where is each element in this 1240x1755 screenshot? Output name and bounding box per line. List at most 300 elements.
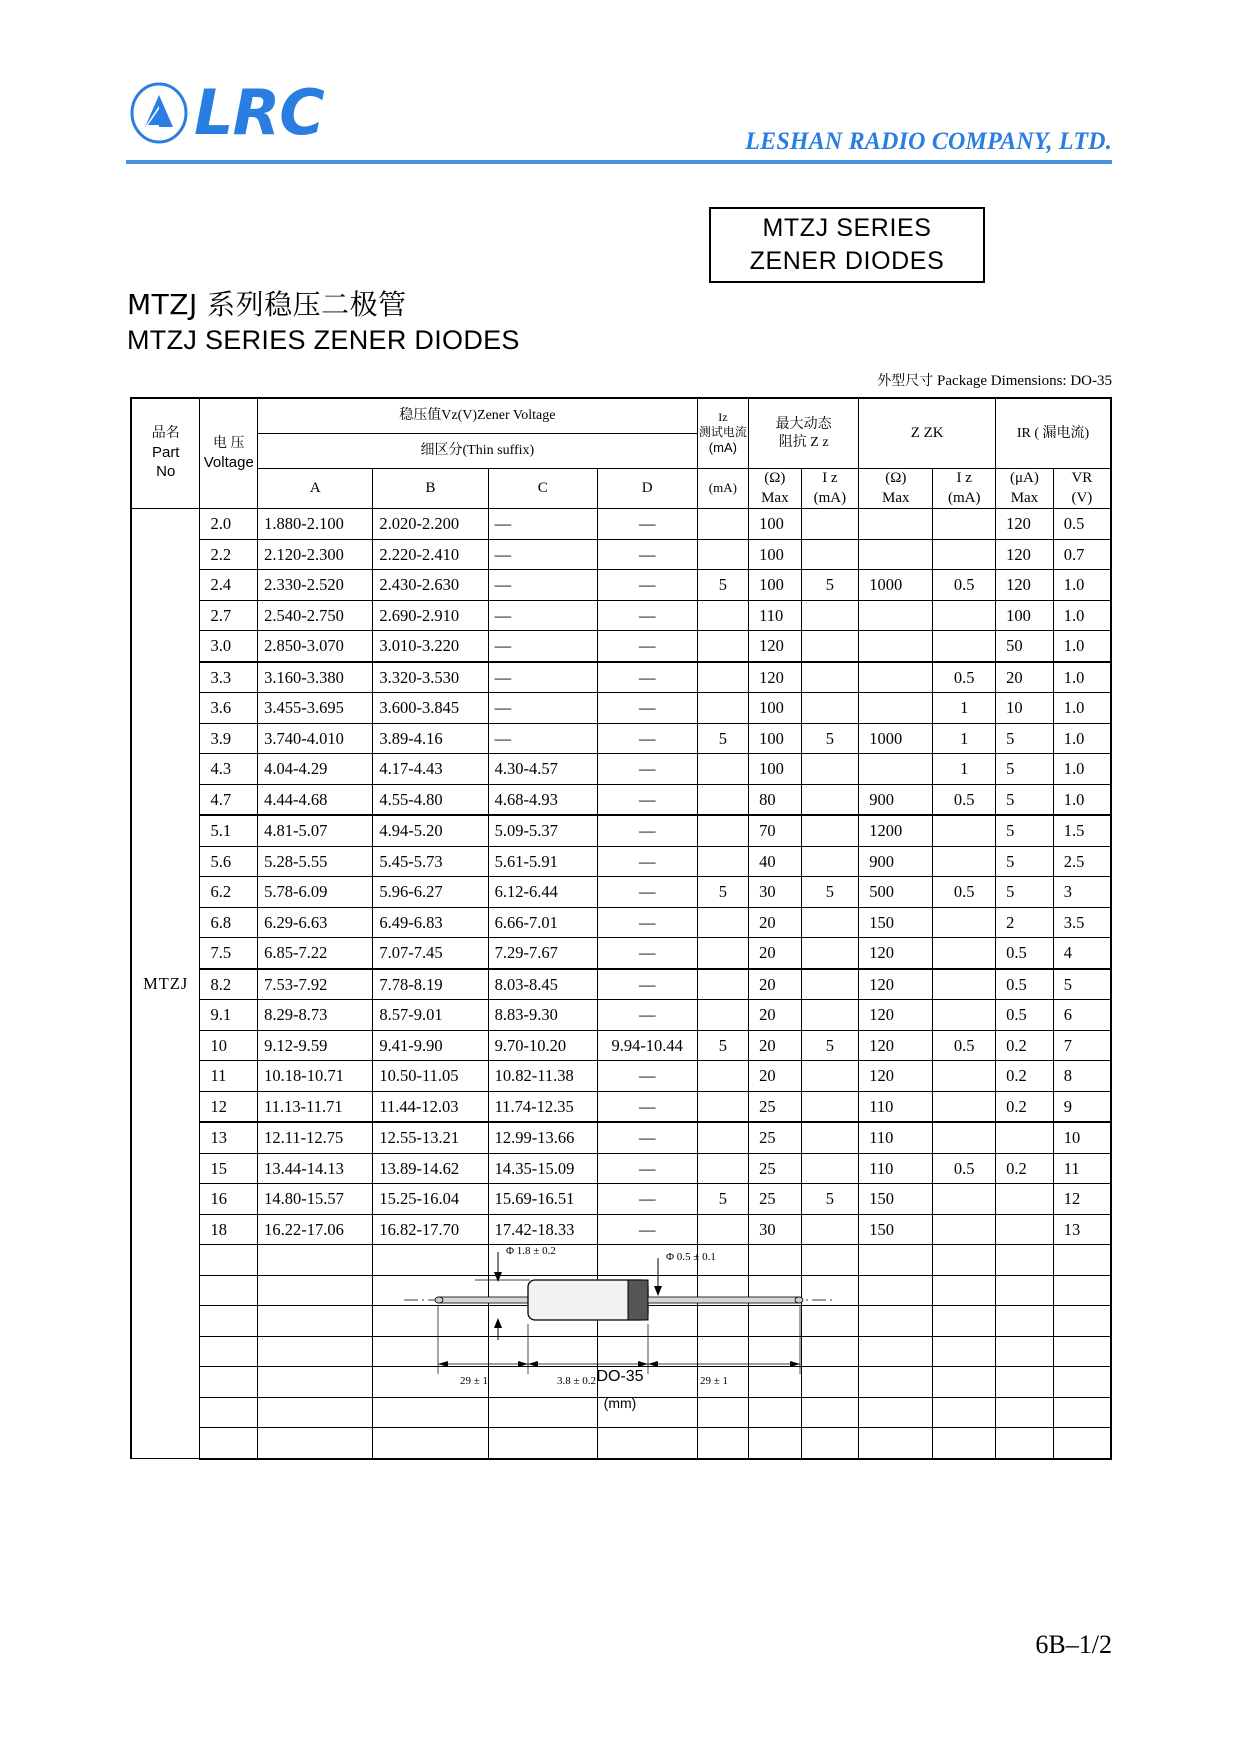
dim-body-dia-text: Φ 1.8 ± 0.2 [506, 1245, 556, 1257]
suffix-d-value: — [597, 1000, 697, 1031]
zz-max-value: 100 [749, 570, 801, 601]
part-no-en1: Part [151, 443, 180, 461]
suffix-b-value: 16.82-17.70 [373, 1214, 488, 1245]
suffix-b-value: 2.430-2.630 [373, 570, 488, 601]
empty-cell [488, 1428, 597, 1459]
suffix-d-value: — [597, 723, 697, 754]
voltage-value: 11 [200, 1061, 258, 1092]
suffix-b-value: 5.45-5.73 [373, 846, 488, 877]
table-row [131, 570, 1111, 601]
suffix-c-value: — [488, 662, 597, 693]
vr-value: 1.0 [1053, 693, 1111, 724]
suffix-b-value: 7.78-8.19 [373, 969, 488, 1000]
vr-value: 6 [1053, 1000, 1111, 1031]
zz-max-value: 40 [749, 846, 801, 877]
empty-cell [933, 1275, 996, 1306]
package-drawing [400, 1228, 840, 1418]
empty-cell [749, 1428, 801, 1459]
zz-iz-value [801, 1000, 859, 1031]
iz-test-value: 5 [697, 570, 748, 601]
vr-label: VR [1071, 470, 1093, 486]
suffix-d-value: — [597, 1153, 697, 1184]
zz-max-value: 70 [749, 815, 801, 846]
voltage-value: 3.0 [200, 631, 258, 662]
ir-ua-label: (μA) [1010, 470, 1039, 486]
empty-cell [996, 1428, 1054, 1459]
zz-iz-value: 5 [801, 877, 859, 908]
suffix-a-value: 3.740-4.010 [258, 723, 373, 754]
suffix-b-value: 10.50-11.05 [373, 1061, 488, 1092]
ir-max-value: 5 [996, 815, 1054, 846]
ir-max-value: 0.5 [996, 969, 1054, 1000]
zzk-max-value: 1000 [859, 570, 933, 601]
suffix-b-value: 6.49-6.83 [373, 907, 488, 938]
suffix-a-value: 6.85-7.22 [258, 938, 373, 969]
suffix-d-value: — [597, 570, 697, 601]
zzk-max-value: 110 [859, 1091, 933, 1122]
zzk-iz-value [933, 907, 996, 938]
suffix-a-value: 2.540-2.750 [258, 600, 373, 631]
voltage-value: 3.9 [200, 723, 258, 754]
suffix-a-value: 14.80-15.57 [258, 1184, 373, 1215]
suffix-b-value: 7.07-7.45 [373, 938, 488, 969]
ir-max-value: 50 [996, 631, 1054, 662]
suffix-b-value: 4.94-5.20 [373, 815, 488, 846]
zz-max-value: 20 [749, 1030, 801, 1061]
suffix-c-value: 6.12-6.44 [488, 877, 597, 908]
table-row [131, 1000, 1111, 1031]
voltage-value: 4.3 [200, 754, 258, 785]
vr-value: 1.0 [1053, 631, 1111, 662]
zz-max-value: 80 [749, 784, 801, 815]
ir-max-value: 100 [996, 600, 1054, 631]
suffix-b-value: 2.690-2.910 [373, 600, 488, 631]
iz-test-value [697, 938, 748, 969]
ir-max-value: 5 [996, 754, 1054, 785]
zzk-max-value: 120 [859, 938, 933, 969]
ir-max-value: 5 [996, 846, 1054, 877]
empty-cell [859, 1306, 933, 1337]
vr-value: 7 [1053, 1030, 1111, 1061]
zzk-max-value: 120 [859, 1061, 933, 1092]
zz-max-value: 100 [749, 754, 801, 785]
zz-max-value: 100 [749, 509, 801, 540]
suffix-d-value: — [597, 754, 697, 785]
vr-value: 1.0 [1053, 570, 1111, 601]
suffix-a-value: 9.12-9.59 [258, 1030, 373, 1061]
suffix-b-value: 3.600-3.845 [373, 693, 488, 724]
zz-max-value: 25 [749, 1091, 801, 1122]
suffix-c-value: — [488, 570, 597, 601]
zz-max-value: 110 [749, 600, 801, 631]
suffix-a-value: 5.78-6.09 [258, 877, 373, 908]
page-number: 6B–1/2 [1035, 1630, 1112, 1659]
zzk-max-value: 900 [859, 784, 933, 815]
suffix-d-value: — [597, 877, 697, 908]
zzk-max-value [859, 662, 933, 693]
empty-cell [258, 1336, 373, 1367]
iz-test-value [697, 815, 748, 846]
empty-cell [859, 1275, 933, 1306]
ir-max-value: 0.2 [996, 1061, 1054, 1092]
ir-max-value [996, 1214, 1054, 1245]
zz-cn: 最大动态 [775, 417, 832, 432]
empty-cell [933, 1428, 996, 1459]
zzk-iz-value [933, 1214, 996, 1245]
zzk-max-value [859, 631, 933, 662]
vr-value: 1.0 [1053, 662, 1111, 693]
company-name: LESHAN RADIO COMPANY, LTD. [745, 128, 1112, 155]
voltage-value: 6.8 [200, 907, 258, 938]
zz-max-value: 20 [749, 938, 801, 969]
zzk-iz-value [933, 539, 996, 570]
header-col-b: B [373, 469, 488, 509]
zz-iz-value [801, 815, 859, 846]
header-zener-voltage: 稳压值Vz(V)Zener Voltage [258, 398, 698, 434]
zzk-iz-value: 0.5 [933, 662, 996, 693]
vr-value: 1.0 [1053, 600, 1111, 631]
voltage-value: 2.0 [200, 509, 258, 540]
voltage-value: 8.2 [200, 969, 258, 1000]
voltage-value: 12 [200, 1091, 258, 1122]
header-zzk [859, 398, 996, 469]
empty-cell [1053, 1245, 1111, 1276]
empty-cell [697, 1428, 748, 1459]
zzk-max-value: 150 [859, 1214, 933, 1245]
part-no-value: MTZJ [131, 509, 200, 1459]
empty-cell [859, 1428, 933, 1459]
iz-unit: (mA) [708, 440, 737, 456]
empty-cell [258, 1306, 373, 1337]
zz-max-value: 20 [749, 907, 801, 938]
ir-max-label: Max [1010, 489, 1039, 506]
table-row [131, 1184, 1111, 1215]
suffix-a-value: 2.120-2.300 [258, 539, 373, 570]
voltage-value: 16 [200, 1184, 258, 1215]
iz-test-value [697, 509, 748, 540]
empty-cell [258, 1428, 373, 1459]
zzk-max-value: 110 [859, 1122, 933, 1153]
zz-max-value: 20 [749, 1000, 801, 1031]
zz-iz-value [801, 539, 859, 570]
zzk-iz-value [933, 969, 996, 1000]
voltage-value: 2.2 [200, 539, 258, 570]
suffix-b-value: 2.220-2.410 [373, 539, 488, 570]
voltage-value: 3.3 [200, 662, 258, 693]
suffix-d-value: — [597, 1184, 697, 1215]
ir-max-value: 0.5 [996, 938, 1054, 969]
suffix-c-value: 5.61-5.91 [488, 846, 597, 877]
suffix-b-value: 9.41-9.90 [373, 1030, 488, 1061]
package-note-en: Package Dimensions: DO-35 [937, 373, 1112, 389]
suffix-a-value: 2.850-3.070 [258, 631, 373, 662]
suffix-d-value: — [597, 1091, 697, 1122]
ir-max-value [996, 1184, 1054, 1215]
empty-cell [1053, 1306, 1111, 1337]
iz-test-value [697, 693, 748, 724]
vr-value: 2.5 [1053, 846, 1111, 877]
table-row [131, 754, 1111, 785]
zzk-iz-value [933, 846, 996, 877]
zz-iz-value [801, 846, 859, 877]
vr-value: 13 [1053, 1214, 1111, 1245]
zz-max-value: 30 [749, 877, 801, 908]
drawing-unit: (mm) [603, 1395, 637, 1411]
iz-test-value [697, 784, 748, 815]
iz-test-value [697, 1091, 748, 1122]
ir-max-value: 0.2 [996, 1030, 1054, 1061]
suffix-d-value: 9.94-10.44 [597, 1030, 697, 1061]
zz-max-value: 100 [749, 693, 801, 724]
voltage-value: 5.1 [200, 815, 258, 846]
vr-value: 3 [1053, 877, 1111, 908]
header-iz-unit-cell: (mA) [697, 469, 748, 509]
zz-max-value: 25 [749, 1122, 801, 1153]
package-dimensions-note [877, 370, 1112, 390]
suffix-a-value: 5.28-5.55 [258, 846, 373, 877]
empty-cell [859, 1245, 933, 1276]
suffix-a-value: 1.880-2.100 [258, 509, 373, 540]
voltage-value: 2.7 [200, 600, 258, 631]
zz-iz-value: 5 [801, 723, 859, 754]
empty-cell [859, 1336, 933, 1367]
suffix-b-value: 8.57-9.01 [373, 1000, 488, 1031]
empty-cell [1053, 1336, 1111, 1367]
ir-max-value: 120 [996, 539, 1054, 570]
series-line-2: ZENER DIODES [749, 247, 945, 275]
iz-test-value [697, 1153, 748, 1184]
part-no-cn: 品名 [151, 426, 180, 442]
voltage-value: 6.2 [200, 877, 258, 908]
lrc-triangle-logo-icon [128, 82, 190, 144]
suffix-d-value: — [597, 1214, 697, 1245]
vr-value: 12 [1053, 1184, 1111, 1215]
zzk-max-value: 150 [859, 1184, 933, 1215]
part-no-en2: No [156, 463, 176, 481]
table-row [131, 784, 1111, 815]
table-row [131, 969, 1111, 1000]
zzk-max-value: 1000 [859, 723, 933, 754]
empty-cell [996, 1275, 1054, 1306]
suffix-d-value: — [597, 969, 697, 1000]
header-ir-ua [996, 469, 1054, 509]
vr-value: 1.0 [1053, 754, 1111, 785]
ir-max-value [996, 1122, 1054, 1153]
zzk-max-value: 120 [859, 1000, 933, 1031]
iz-test-value [697, 907, 748, 938]
suffix-c-value: — [488, 509, 597, 540]
zzk-iz-value [933, 509, 996, 540]
suffix-a-value: 12.11-12.75 [258, 1122, 373, 1153]
dim-lead-dia-text: Φ 0.5 ± 0.1 [666, 1251, 716, 1263]
suffix-a-value: 16.22-17.06 [258, 1214, 373, 1245]
iz-test-value [697, 600, 748, 631]
table-row [131, 693, 1111, 724]
table-row [131, 600, 1111, 631]
suffix-d-value: — [597, 1122, 697, 1153]
suffix-d-value: — [597, 600, 697, 631]
zzk-max-value [859, 600, 933, 631]
zzk-iz-value [933, 1061, 996, 1092]
suffix-c-value: — [488, 723, 597, 754]
zzk-iz-value [933, 600, 996, 631]
table-row [131, 846, 1111, 877]
voltage-value: 18 [200, 1214, 258, 1245]
empty-cell [200, 1245, 258, 1276]
ir-max-value: 5 [996, 784, 1054, 815]
zz-iz-value: 5 [801, 1184, 859, 1215]
page-title-english: MTZJ SERIES ZENER DIODES [127, 325, 520, 355]
table-row [131, 815, 1111, 846]
table-row [131, 631, 1111, 662]
zzk-iz-value [933, 938, 996, 969]
header-voltage [200, 398, 258, 509]
suffix-a-value: 8.29-8.73 [258, 1000, 373, 1031]
vr-value: 4 [1053, 938, 1111, 969]
suffix-a-value: 4.04-4.29 [258, 754, 373, 785]
empty-cell [996, 1336, 1054, 1367]
zzk-max-value: 110 [859, 1153, 933, 1184]
zzk-iz-value: 0.5 [933, 784, 996, 815]
suffix-c-value: 12.99-13.66 [488, 1122, 597, 1153]
zz-iz-value [801, 600, 859, 631]
empty-cell [200, 1336, 258, 1367]
zz-iz-value [801, 1061, 859, 1092]
suffix-b-value: 4.55-4.80 [373, 784, 488, 815]
voltage-value: 7.5 [200, 938, 258, 969]
zzk-ohm-label: (Ω) [885, 470, 907, 486]
suffix-c-value: 14.35-15.09 [488, 1153, 597, 1184]
zz-iz-value [801, 907, 859, 938]
zzk-iz-value: 0.5 [933, 1030, 996, 1061]
empty-cell [996, 1245, 1054, 1276]
vr-unit-label: (V) [1071, 489, 1093, 506]
voltage-value: 5.6 [200, 846, 258, 877]
table-row [131, 509, 1111, 540]
zzk-max-value [859, 539, 933, 570]
vr-value: 0.5 [1053, 509, 1111, 540]
suffix-c-value: 10.82-11.38 [488, 1061, 597, 1092]
table-row [131, 1030, 1111, 1061]
zz-max-value: 25 [749, 1153, 801, 1184]
voltage-cn: 电 压 [213, 436, 245, 451]
iz-test-value [697, 969, 748, 1000]
ir-symbol: IR ( 漏电流) [1016, 425, 1090, 441]
zz-iz-value [801, 784, 859, 815]
zzk-iz-value [933, 631, 996, 662]
voltage-en: Voltage [203, 453, 254, 471]
zzk-max-value [859, 509, 933, 540]
voltage-value: 13 [200, 1122, 258, 1153]
vr-value: 11 [1053, 1153, 1111, 1184]
empty-cell [200, 1428, 258, 1459]
voltage-value: 2.4 [200, 570, 258, 601]
empty-cell [996, 1306, 1054, 1337]
ir-max-value: 0.5 [996, 1000, 1054, 1031]
ir-max-value: 10 [996, 693, 1054, 724]
ir-max-value: 5 [996, 877, 1054, 908]
voltage-value: 9.1 [200, 1000, 258, 1031]
suffix-c-value: 4.68-4.93 [488, 784, 597, 815]
suffix-b-value: 3.89-4.16 [373, 723, 488, 754]
suffix-a-value: 3.160-3.380 [258, 662, 373, 693]
ir-max-value: 120 [996, 570, 1054, 601]
suffix-a-value: 13.44-14.13 [258, 1153, 373, 1184]
suffix-b-value: 3.010-3.220 [373, 631, 488, 662]
suffix-a-value: 4.81-5.07 [258, 815, 373, 846]
suffix-a-value: 6.29-6.63 [258, 907, 373, 938]
zz-max-value: 120 [749, 631, 801, 662]
table-row [131, 877, 1111, 908]
vr-value: 3.5 [1053, 907, 1111, 938]
suffix-d-value: — [597, 846, 697, 877]
iz-test-value [697, 1122, 748, 1153]
header-zz [749, 398, 859, 469]
zzk-iz-value: 1 [933, 754, 996, 785]
iz-test-value [697, 846, 748, 877]
header-col-d: D [597, 469, 697, 509]
vr-value: 5 [1053, 969, 1111, 1000]
zz-iz-value [801, 693, 859, 724]
zzk-iz-value: 0.5 [933, 570, 996, 601]
zz-max-value: 20 [749, 1061, 801, 1092]
table-row [131, 539, 1111, 570]
header-vr [1053, 469, 1111, 509]
drawing-caption: DO-35 [596, 1368, 644, 1385]
header-col-a: A [258, 469, 373, 509]
voltage-value: 3.6 [200, 693, 258, 724]
suffix-c-value: 4.30-4.57 [488, 754, 597, 785]
vr-value: 1.5 [1053, 815, 1111, 846]
suffix-a-value: 7.53-7.92 [258, 969, 373, 1000]
iz-test-value: 5 [697, 723, 748, 754]
zzk-iz-unit-label: (mA) [947, 489, 981, 506]
logo [128, 76, 324, 149]
ir-max-value: 5 [996, 723, 1054, 754]
ir-max-value: 2 [996, 907, 1054, 938]
dim-body-len-text: 3.8 ± 0.2 [557, 1375, 597, 1387]
zzk-iz-value [933, 1122, 996, 1153]
suffix-c-value: 8.83-9.30 [488, 1000, 597, 1031]
header-part-no [131, 398, 200, 509]
zzk-max-value: 150 [859, 907, 933, 938]
empty-cell [1053, 1428, 1111, 1459]
voltage-value: 10 [200, 1030, 258, 1061]
zzk-max-value: 500 [859, 877, 933, 908]
suffix-b-value: 4.17-4.43 [373, 754, 488, 785]
table-row [131, 662, 1111, 693]
zzk-iz-value: 0.5 [933, 877, 996, 908]
zz-iz-value [801, 631, 859, 662]
zzk-iz-value [933, 1091, 996, 1122]
zzk-iz-label: I z [956, 470, 972, 486]
zzk-max-value: 1200 [859, 815, 933, 846]
iz-test-value: 5 [697, 877, 748, 908]
header-thin-suffix: 细区分(Thin suffix) [258, 434, 698, 469]
suffix-a-value: 11.13-11.71 [258, 1091, 373, 1122]
table-row [131, 907, 1111, 938]
voltage-value: 15 [200, 1153, 258, 1184]
suffix-c-value: 17.42-18.33 [488, 1214, 597, 1245]
empty-cell [1053, 1275, 1111, 1306]
vr-value: 0.7 [1053, 539, 1111, 570]
zzk-symbol: Z ZK [910, 424, 944, 441]
empty-cell [801, 1428, 859, 1459]
table-row [131, 723, 1111, 754]
zz-iz-value [801, 509, 859, 540]
iz-test-value: 5 [697, 1184, 748, 1215]
header-iz-test [697, 398, 748, 469]
